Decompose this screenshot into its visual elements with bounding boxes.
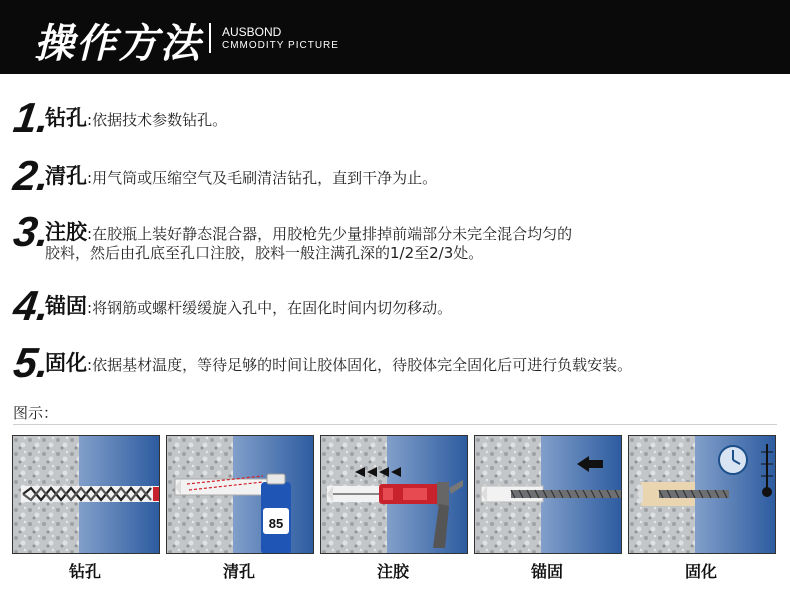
panel-label-cleaning: 清孔	[222, 562, 255, 581]
panel-injecting	[320, 435, 468, 554]
step-label	[45, 162, 437, 192]
panel-anchoring	[474, 435, 622, 554]
step-label	[45, 292, 452, 322]
step-colon: :	[87, 169, 93, 187]
brand-name: AUSBOND	[222, 25, 282, 39]
clock-icon	[719, 446, 747, 474]
step-description: 在胶瓶上装好静态混合器，用胶枪先少量排掉前端部分未完全混合均匀的	[92, 225, 573, 243]
step-title: 注胶	[45, 220, 87, 244]
threaded-rod-icon	[659, 490, 729, 498]
step-colon: :	[87, 111, 93, 129]
page-title: 操作方法	[34, 21, 202, 67]
panel-cleaning	[166, 435, 314, 554]
step-description: 用气筒或压缩空气及毛刷清洁钻孔，直到干净为止。	[92, 169, 438, 187]
step-description: 将钢筋或螺杆缓缓旋入孔中，在固化时间内切勿移动。	[92, 299, 453, 317]
step-label	[45, 349, 632, 379]
step-number: 4.	[10, 282, 53, 329]
spray-can-icon	[261, 474, 291, 553]
panel-label-anchoring: 锚固	[530, 562, 563, 581]
step-number: 3.	[10, 208, 53, 255]
step-number: 5.	[10, 339, 53, 386]
divider	[13, 424, 777, 425]
anchoring-illustration	[475, 436, 621, 553]
step-colon: :	[87, 356, 93, 374]
panel-label-drilling: 钻孔	[68, 562, 101, 581]
page-header	[0, 0, 790, 74]
panel-label-curing: 固化	[684, 562, 717, 581]
curing-illustration	[629, 436, 775, 553]
step-label	[45, 104, 227, 134]
step-description-line2: 胶料，然后由孔底至孔口注胶，胶料一般注满孔深的1/2至2/3处。	[45, 244, 484, 262]
panel-curing	[628, 435, 776, 554]
threaded-rod-icon	[511, 490, 621, 498]
step-colon: :	[87, 225, 93, 243]
brand-block	[222, 26, 339, 52]
step-number: 2.	[10, 152, 53, 199]
panel-drilling	[12, 435, 160, 554]
can-label: 85	[268, 516, 284, 531]
panel-label-injecting: 注胶	[376, 562, 409, 581]
cleaning-illustration	[167, 436, 313, 553]
step-colon: :	[87, 299, 93, 317]
step-title: 钻孔	[45, 106, 87, 130]
step-title: 固化	[45, 351, 87, 375]
injecting-illustration	[321, 436, 467, 553]
figure-caption: 图示：	[13, 404, 59, 422]
step-number: 1.	[10, 94, 53, 141]
header-divider	[209, 23, 211, 53]
step-description: 依据基材温度，等待足够的时间让胶体固化，待胶体完全固化后可进行负载安装。	[92, 356, 633, 374]
drilling-illustration	[13, 436, 159, 553]
step-title: 清孔	[45, 164, 87, 188]
step-description: 依据技术参数钻孔。	[92, 111, 228, 129]
brand-subtitle: CMMODITY PICTURE	[222, 40, 339, 51]
step-title: 锚固	[45, 294, 87, 318]
